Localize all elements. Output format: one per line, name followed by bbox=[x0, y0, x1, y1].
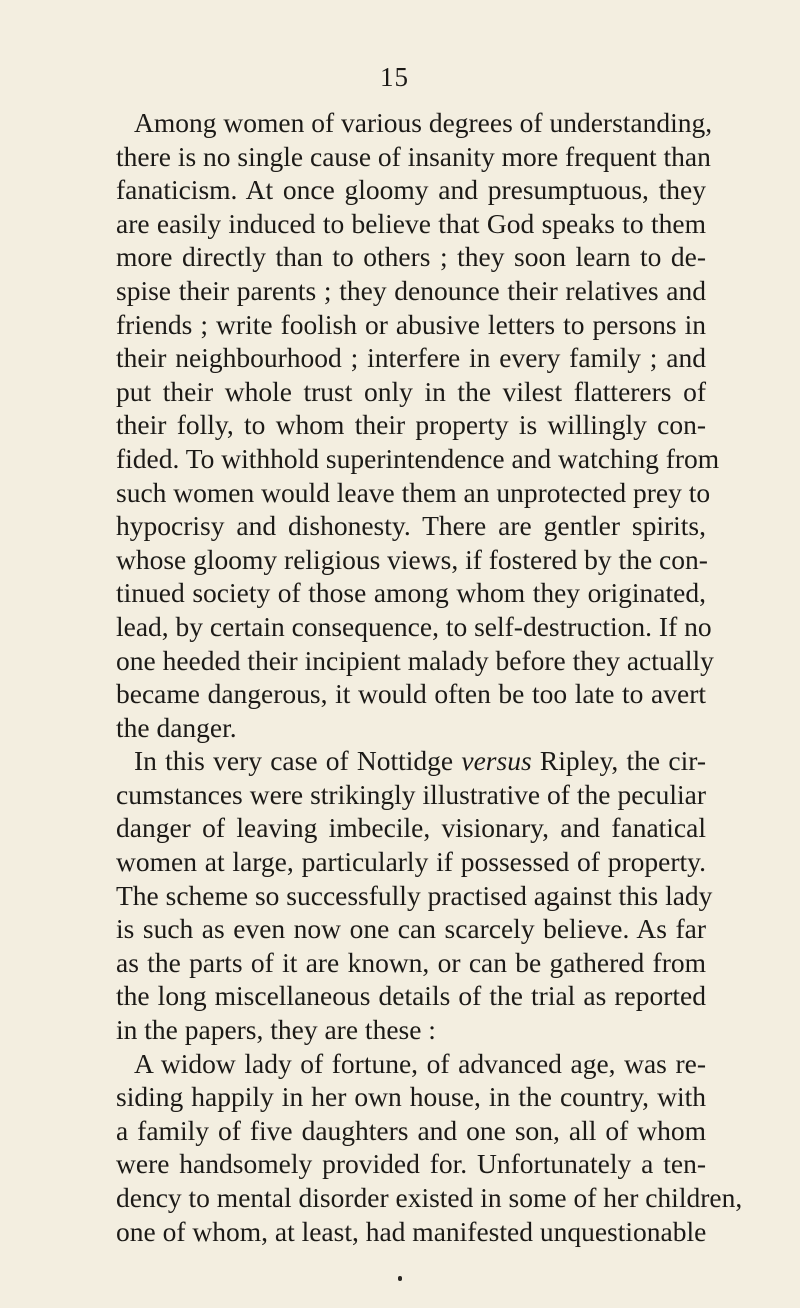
text-line: siding happily in her own house, in the country, with bbox=[116, 1081, 706, 1113]
text-line: became dangerous, it would often be too late to avert bbox=[116, 678, 706, 710]
body-text bbox=[116, 106, 743, 1248]
text-line: friends ; write foolish or abusive letters to persons in bbox=[116, 308, 706, 340]
text-line: more directly than to others ; they soon learn to de- bbox=[116, 241, 706, 273]
text-line: are easily induced to believe that God speaks to them bbox=[116, 207, 706, 239]
text-line: hypocrisy and dishonesty. There are gentler spirits, bbox=[116, 510, 706, 542]
text-line: danger of leaving imbecile, visionary, and fanatical bbox=[116, 812, 706, 844]
text-line: whose gloomy religious views, if fostered by the con- bbox=[116, 543, 708, 575]
text-line: as the parts of it are known, or can be gathered from bbox=[116, 946, 706, 978]
text-line: put their whole trust only in the vilest flatterers of bbox=[116, 375, 706, 407]
text-line: dency to mental disorder existed in some of her children, bbox=[116, 1182, 743, 1213]
text-segment: Ripley, the cir- bbox=[531, 745, 706, 777]
text-line: their neighbourhood ; interfere in every family ; and bbox=[116, 342, 706, 374]
text-line: the danger. bbox=[116, 711, 237, 743]
text-line: is such as even now one can scarcely believe. As far bbox=[116, 913, 706, 945]
text-line-with-italic bbox=[116, 744, 706, 778]
text-line: The scheme so successfully practised against this lady bbox=[116, 879, 713, 911]
italic-term: versus bbox=[461, 745, 532, 777]
text-line: cumstances were strikingly illustrative of the peculiar bbox=[116, 778, 706, 810]
text-segment: In this very case of Nottidge bbox=[134, 745, 462, 777]
text-line: their folly, to whom their property is willingly con- bbox=[116, 409, 706, 441]
text-line: women at large, particularly if possessed of property. bbox=[116, 846, 706, 878]
text-line: one heeded their incipient malady before they actually bbox=[116, 644, 714, 676]
page-number: 15 bbox=[380, 62, 409, 92]
text-line: there is no single cause of insanity more frequent than bbox=[116, 140, 711, 172]
text-line: Among women of various degrees of understanding, bbox=[134, 107, 713, 138]
text-line: fided. To withhold superintendence and watching from bbox=[116, 442, 720, 474]
text-line: lead, by certain consequence, to self-destruction. If no bbox=[116, 610, 712, 642]
text-line: spise their parents ; they denounce their relatives and bbox=[116, 274, 706, 306]
text-line: A widow lady of fortune, of advanced age, was re- bbox=[134, 1047, 706, 1079]
text-line: tinued society of those among whom they originated, bbox=[116, 577, 706, 609]
text-line: one of whom, at least, had manifested unquestionable bbox=[116, 1215, 707, 1247]
text-line: the long miscellaneous details of the trial as reported bbox=[116, 980, 706, 1012]
text-line: in the papers, they are these : bbox=[116, 1014, 436, 1046]
text-line: fanaticism. At once gloomy and presumptuous, they bbox=[116, 174, 706, 206]
text-line: such women would leave them an unprotected prey to bbox=[116, 476, 711, 508]
text-line: were handsomely provided for. Unfortunately a ten- bbox=[116, 1148, 706, 1180]
text-line: a family of five daughters and one son, all of whom bbox=[116, 1114, 706, 1146]
ink-speck bbox=[398, 1276, 402, 1281]
